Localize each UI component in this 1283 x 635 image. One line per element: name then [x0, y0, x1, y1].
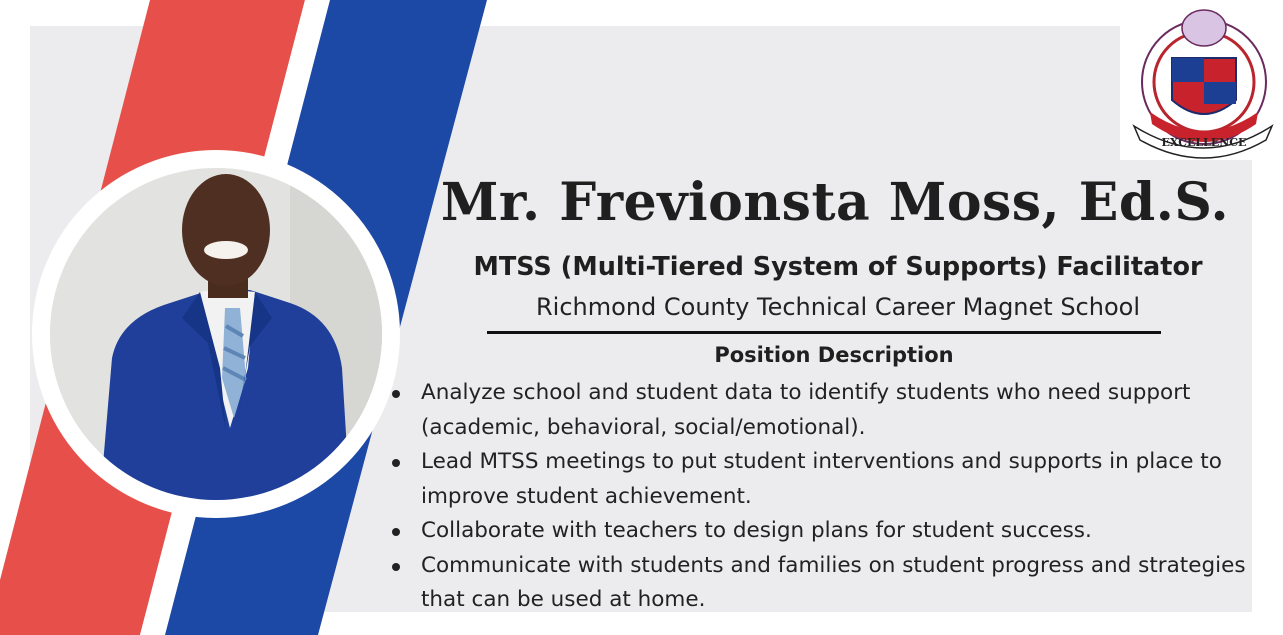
- school-logo: [1120, 0, 1283, 160]
- list-item-text: Communicate with students and families on student progress and strategies that can be used at home.: [421, 552, 1246, 612]
- profile-photo: [50, 168, 382, 500]
- list-item: [386, 514, 1256, 549]
- list-item: [386, 549, 1256, 618]
- bullet-icon: [392, 563, 400, 571]
- list-item: [386, 445, 1256, 514]
- list-item-text: Collaborate with teachers to design plans for student success.: [421, 518, 1092, 543]
- logo-initials: RCTCM: [1184, 114, 1224, 125]
- position-description-list: [386, 376, 1256, 618]
- list-item-text: Analyze school and student data to identify students who need support (academic, behavioral, social/emotional).: [421, 380, 1191, 440]
- logo-banner: EXCELLENCE: [1161, 136, 1247, 149]
- bullet-icon: [392, 390, 400, 398]
- school-name: Richmond County Technical Career Magnet School: [536, 293, 1140, 321]
- job-title: MTSS (Multi-Tiered System of Supports) Facilitator: [473, 252, 1203, 282]
- list-item-text: Lead MTSS meetings to put student interventions and supports in place to improve student achievement.: [421, 449, 1222, 509]
- bullet-icon: [392, 528, 400, 536]
- position-description-heading: Position Description: [714, 343, 954, 367]
- list-item: [386, 376, 1256, 445]
- person-name: Mr. Frevionsta Moss, Ed.S.: [440, 172, 1230, 233]
- divider: [487, 331, 1161, 334]
- bullet-icon: [392, 459, 400, 467]
